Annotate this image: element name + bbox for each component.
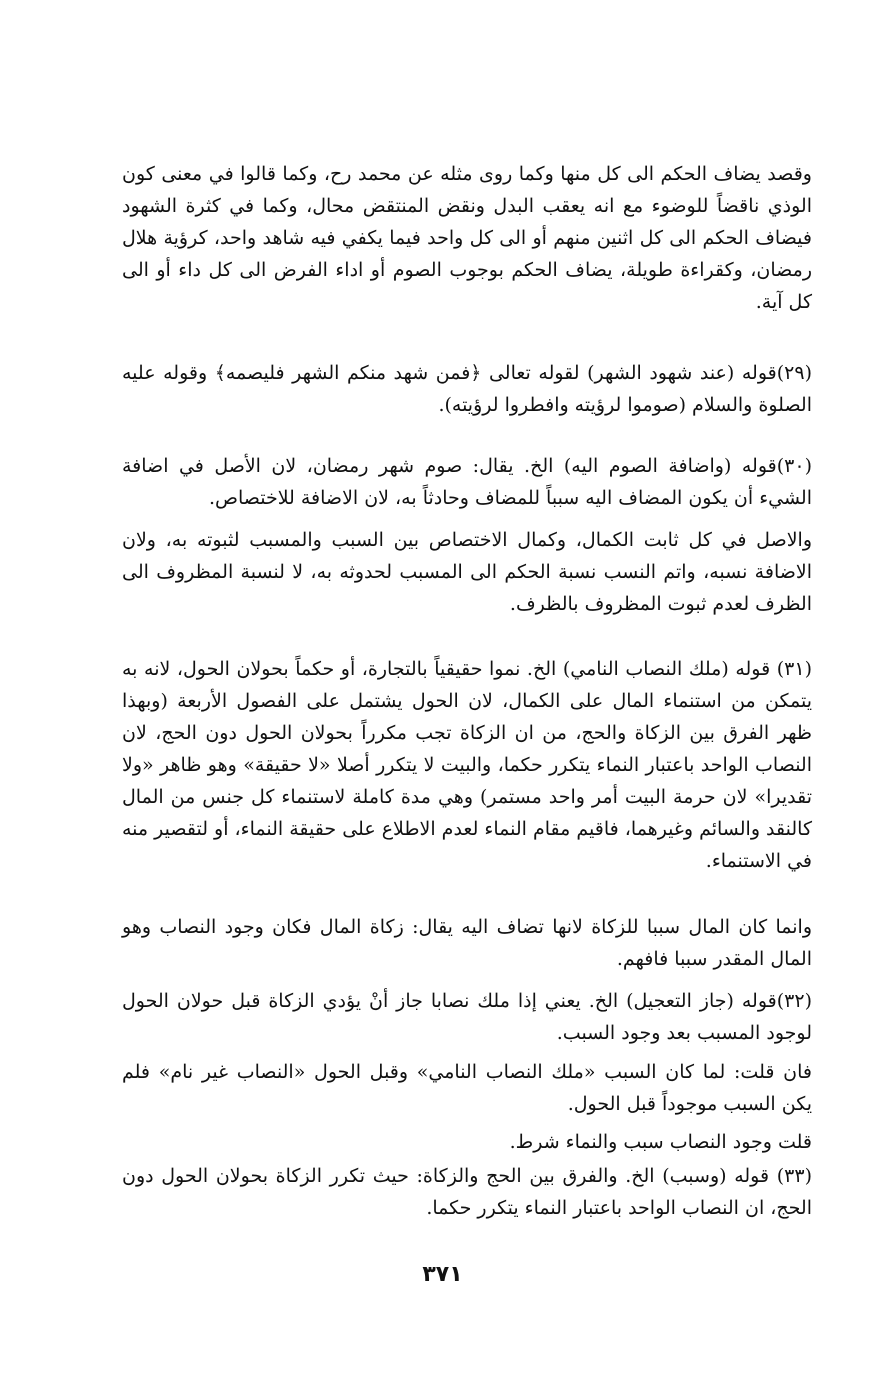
paragraph-text: (٣٣) قوله (وسبب) الخ. والفرق بين الحج والزكاة: حيث تكرر الزكاة بحولان الحول دون الحج، ان النصاب الواحد باعتبار النماء يتكرر حكما. — [122, 1165, 812, 1219]
paragraph-4 — [122, 524, 812, 620]
paragraph-text: (٢٩)قوله (عند شهود الشهر) لقوله تعالى ﴿فمن شهد منكم الشهر فليصمه﴾ وقوله عليه الصلوة والسلام (صوموا لرؤيته وافطروا لرؤيته). — [122, 362, 812, 416]
paragraph-text: والاصل في كل ثابت الكمال، وكمال الاختصاص بين السبب والمسبب لثبوته به، ولان الاضافة نسبه، واتم النسب نسبة الحكم الى المسبب لحدوثه به، لا لنسبة المظروف الى الظرف لعدم ثبوت المظروف بالظرف. — [122, 529, 812, 615]
paragraph-8 — [122, 1056, 812, 1120]
paragraph-text: وقصد يضاف الحكم الى كل منها وكما روى مثله عن محمد رح، وكما قالوا في معنى كون الوذي ناقضاً للوضوء مع انه يعقب البدل ونقض المنتقض محال، وكما في كثرة الشهود فيضاف الحكم الى كل اثنين منهم أو الى كل واحد فيما يكفي فيه شاهد واحد، كرؤية هلال رمضان، وكقراءة طويلة، يضاف الحكم بوجوب الصوم أو اداء الفرض الى كل داء أو الى كل آية. — [122, 163, 812, 313]
paragraph-7 — [122, 985, 812, 1049]
paragraph-1 — [122, 158, 812, 318]
paragraph-2 — [122, 357, 812, 421]
paragraph-9 — [122, 1126, 812, 1158]
paragraph-text: قلت وجود النصاب سبب والنماء شرط. — [509, 1131, 812, 1153]
paragraph-text: وانما كان المال سببا للزكاة لانها تضاف اليه يقال: زكاة المال فكان وجود النصاب وهو المال المقدر سببا فافهم. — [122, 916, 812, 970]
paragraph-10 — [122, 1160, 812, 1224]
paragraph-3 — [122, 450, 812, 514]
paragraph-6 — [122, 911, 812, 975]
paragraph-text: (٣٢)قوله (جاز التعجيل) الخ. يعني إذا ملك نصابا جاز أنْ يؤدي الزكاة قبل حولان الحول لوجود المسبب بعد وجود السبب. — [122, 990, 812, 1044]
paragraph-text: فان قلت: لما كان السبب «ملك النصاب النامي» وقبل الحول «النصاب غير نام» فلم يكن السبب موجوداً قبل الحول. — [122, 1061, 812, 1115]
paragraph-text: (٣٠)قوله (واضافة الصوم اليه) الخ. يقال: صوم شهر رمضان، لان الأصل في اضافة الشيء أن يكون المضاف اليه سبباً للمضاف وحادثاً به، لان الاضافة للاختصاص. — [122, 455, 812, 509]
paragraph-text: (٣١) قوله (ملك النصاب النامي) الخ. نموا حقيقياً بالتجارة، أو حكماً بحولان الحول، لانه به يتمكن من استنماء المال على الكمال، لان الحول يشتمل على الفصول الأربعة (وبهذا ظهر الفرق بين الزكاة والحج، من ان الزكاة تجب مكرراً بحولان الحول دون الحج، لان النصاب الواحد باعتبار النماء يتكرر حكما، والبيت لا يتكرر أصلا «لا حقيقة» وهو ظاهر «ولا تقديرا» لان حرمة البيت أمر واحد مستمر) وهي مدة كاملة لاستنماء كل جنس من المال كالنقد والسائم وغيرهما، فاقيم مقام النماء لعدم الاطلاع على حقيقة النماء، أو لتقصير منه في الاستنماء. — [122, 658, 812, 872]
page-number: ٣٧١ — [422, 1262, 463, 1287]
paragraph-5 — [122, 653, 812, 877]
